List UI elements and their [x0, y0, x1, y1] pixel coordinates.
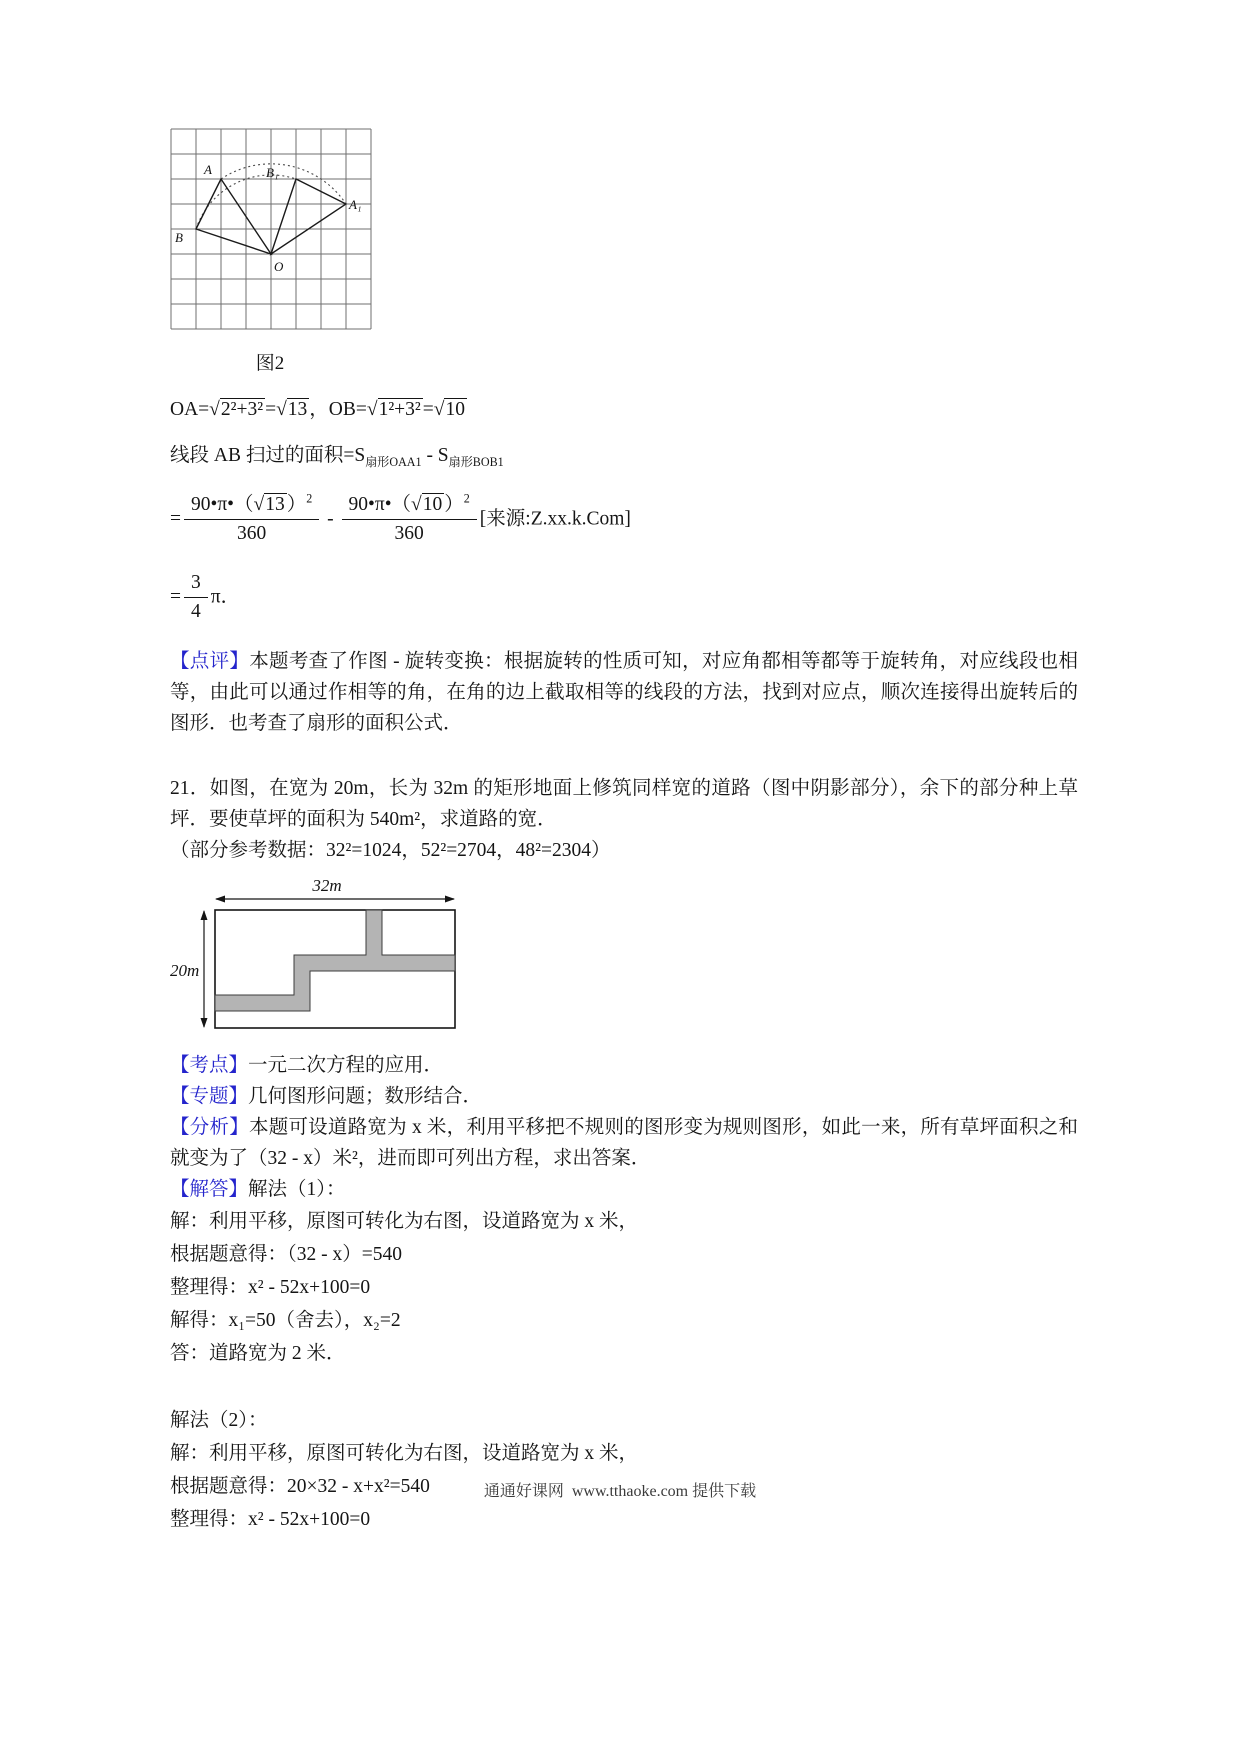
solution1-line-5: 答：道路宽为 2 米．	[170, 1343, 346, 1365]
comment-paragraph	[170, 646, 1078, 739]
section-fenxi	[170, 1112, 1078, 1174]
fenxi-label: 【分析】	[170, 1117, 249, 1139]
grid-lines	[171, 129, 371, 329]
left-arrow-bottom-icon	[201, 1018, 208, 1028]
arc-a-to-a1	[221, 164, 346, 204]
point-label-a1: A₁	[349, 197, 362, 212]
point-label-a: A	[204, 162, 212, 177]
comment-label: 【点评】	[170, 651, 250, 673]
section-kaodian	[170, 1050, 1078, 1081]
section-jieda	[170, 1174, 1078, 1205]
comment-text: 本题考查了作图 - 旋转变换：根据旋转的性质可知，对应角都相等都等于旋转角，对应线段也相等，由此可以通过作相等的角，在角的边上截取相等的线段的方法，找到对应点，顺次连接得出旋转后的图形．也考查了扇形的面积公式．	[170, 651, 1078, 735]
solution2-header: 解法（2）：	[170, 1410, 268, 1432]
kaodian-text: 一元二次方程的应用．	[248, 1055, 444, 1077]
height-dimension-label: 20m	[170, 961, 200, 981]
problem-21-reference-data: （部分参考数据：32²=1024，52²=2704，48²=2304）	[170, 840, 611, 862]
zhuanti-text: 几何图形问题；数形结合．	[248, 1086, 483, 1108]
rotation-figure-svg	[170, 128, 372, 330]
figure-rotation	[170, 128, 370, 379]
point-label-b: B	[175, 230, 183, 245]
formula-sector-difference: = $\frac{90•\pi•(√13 )^2}{360}$ - $\frac{90•\pi•(√10 )^2}{360}$ [来源:Z.xx.k.Com]	[170, 491, 1078, 549]
formula-swept-area: 线段 AB 扫过的面积$=S_{扇形OAA1} - S_{扇形BOB1}$	[170, 445, 504, 469]
section-zhuanti	[170, 1081, 1078, 1112]
solution1-line-2: 根据题意得：（32 - x）=540	[170, 1244, 402, 1266]
figure-2-caption: 图2	[255, 353, 285, 374]
formula-oa-ob: OA=√2²+3² =√13 ，OB=√1²+3² =√10	[170, 399, 465, 420]
triangle-oa1b1	[271, 179, 346, 254]
jieda-label: 【解答】	[170, 1179, 249, 1201]
left-arrow-top-icon	[201, 910, 208, 920]
kaodian-label: 【考点】	[170, 1055, 249, 1077]
solution1-line-1: 解：利用平移，原图可转化为右图，设道路宽为 x 米，	[170, 1211, 639, 1233]
top-arrow-right-icon	[445, 896, 455, 903]
solution1-line-3: 整理得：x² - 52x+100=0	[170, 1277, 371, 1299]
figure-road	[170, 878, 1078, 1042]
document-content	[170, 124, 1078, 1536]
problem-21-statement: 21．如图，在宽为 20m，长为 32m 的矩形地面上修筑同样宽的道路（图中阴影部分），余下的部分种上草坪．要使草坪的面积为 540m²，求道路的宽．	[170, 778, 1078, 831]
fenxi-text: 本题可设道路宽为 x 米，利用平移把不规则的图形变为规则图形，如此一来，所有草坪面积之和就变为了（32 - x）米²，进而即可列出方程，求出答案．	[170, 1117, 1078, 1170]
formula-result: = $\frac{3}{4}$ π．	[170, 569, 1078, 627]
solution2-line-3: 整理得：x² - 52x+100=0	[170, 1509, 371, 1531]
triangle-oab	[196, 179, 271, 254]
solution2-line-2: 根据题意得：20×32 - x+x²=540	[170, 1476, 430, 1498]
page-footer: 通通好课网 www.tthaoke.com 提供下载	[483, 1483, 757, 1500]
zhuanti-label: 【专题】	[170, 1086, 249, 1108]
width-dimension-label: 32m	[312, 878, 342, 896]
top-arrow-left-icon	[215, 896, 225, 903]
road-shaded-shape	[215, 910, 455, 1011]
jieda-text: 解法（1）：	[248, 1179, 346, 1201]
solution1-line-4: 解得：x₁=50（舍去），x₂=2	[170, 1310, 401, 1332]
point-label-b1: B₁	[266, 165, 279, 180]
road-figure-svg	[170, 878, 470, 1032]
point-label-o: O	[274, 259, 284, 274]
solution2-line-1: 解：利用平移，原图可转化为右图，设道路宽为 x 米，	[170, 1443, 639, 1465]
